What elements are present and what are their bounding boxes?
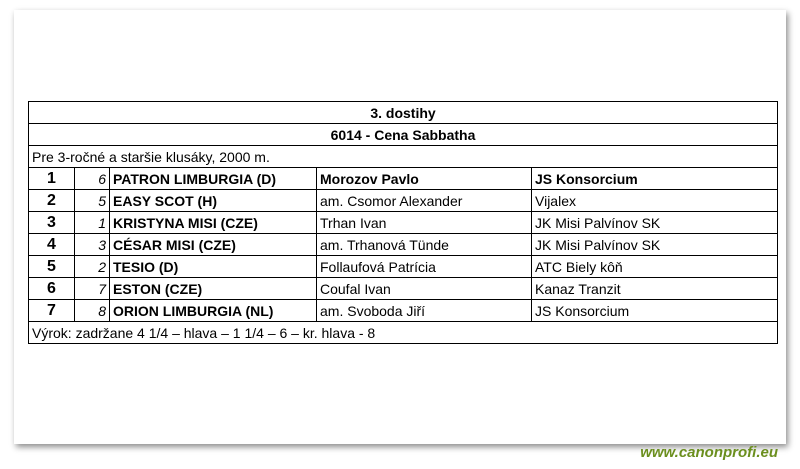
rank: 2 <box>29 190 75 212</box>
race-subtitle: 6014 - Cena Sabbatha <box>29 124 778 146</box>
race-title-row <box>29 102 778 124</box>
horse-name: EASY SCOT (H) <box>110 190 317 212</box>
driver-name: Trhan Ivan <box>317 212 532 234</box>
driver-name: Follaufová Patrícia <box>317 256 532 278</box>
table-row <box>29 256 778 278</box>
table-row <box>29 234 778 256</box>
start-number: 8 <box>75 300 110 322</box>
rank: 6 <box>29 278 75 300</box>
start-number: 6 <box>75 168 110 190</box>
rank: 5 <box>29 256 75 278</box>
rank: 7 <box>29 300 75 322</box>
table-row <box>29 168 778 190</box>
rank: 3 <box>29 212 75 234</box>
horse-name: KRISTYNA MISI (CZE) <box>110 212 317 234</box>
start-number: 2 <box>75 256 110 278</box>
watermark-text: www.canonprofi.eu <box>640 444 778 461</box>
owner-name: JS Konsorcium <box>532 300 778 322</box>
race-conditions-row <box>29 146 778 168</box>
verdict-row <box>29 322 778 344</box>
race-conditions: Pre 3-ročné a staršie klusáky, 2000 m. <box>29 146 778 168</box>
table-row <box>29 278 778 300</box>
owner-name: JS Konsorcium <box>532 168 778 190</box>
start-number: 7 <box>75 278 110 300</box>
race-results-table <box>28 101 778 344</box>
owner-name: JK Misi Palvínov SK <box>532 212 778 234</box>
owner-name: ATC Biely kôň <box>532 256 778 278</box>
race-title: 3. dostihy <box>29 102 778 124</box>
horse-name: PATRON LIMBURGIA (D) <box>110 168 317 190</box>
race-subtitle-row <box>29 124 778 146</box>
owner-name: Vijalex <box>532 190 778 212</box>
start-number: 1 <box>75 212 110 234</box>
horse-name: ESTON (CZE) <box>110 278 317 300</box>
race-verdict: Výrok: zadržane 4 1/4 – hlava – 1 1/4 – 6 – kr. hlava - 8 <box>29 322 778 344</box>
table-row <box>29 190 778 212</box>
table-row <box>29 300 778 322</box>
rank: 1 <box>29 168 75 190</box>
owner-name: JK Misi Palvínov SK <box>532 234 778 256</box>
horse-name: TESIO (D) <box>110 256 317 278</box>
driver-name: Coufal Ivan <box>317 278 532 300</box>
driver-name: am. Trhanová Tünde <box>317 234 532 256</box>
rank: 4 <box>29 234 75 256</box>
horse-name: ORION LIMBURGIA (NL) <box>110 300 317 322</box>
start-number: 5 <box>75 190 110 212</box>
driver-name: am. Csomor Alexander <box>317 190 532 212</box>
driver-name: am. Svoboda Jiří <box>317 300 532 322</box>
driver-name: Morozov Pavlo <box>317 168 532 190</box>
owner-name: Kanaz Tranzit <box>532 278 778 300</box>
horse-name: CÉSAR MISI (CZE) <box>110 234 317 256</box>
start-number: 3 <box>75 234 110 256</box>
table-row <box>29 212 778 234</box>
